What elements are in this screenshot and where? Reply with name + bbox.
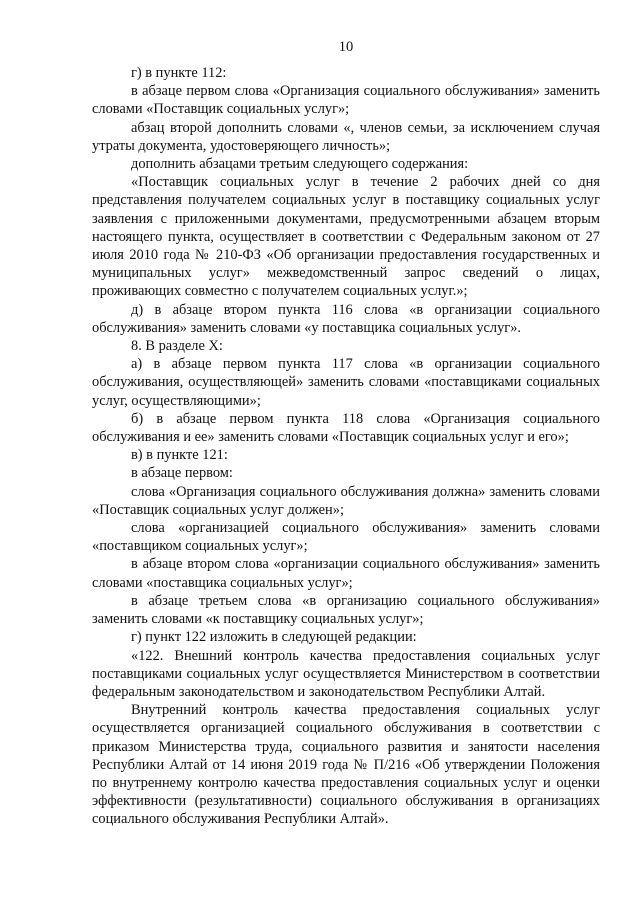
paragraph: г) в пункте 112: [131,65,227,81]
paragraph: слова «Организация социального обслуживания должна» заменить словами «Поставщик социальных услуг должен»; [92,483,600,518]
paragraph: а) в абзаце первом пункта 117 слова «в организации социального обслуживания, осуществляющей» заменить словами «поставщиками социальных услуг, осуществляющими»; [92,356,600,409]
paragraph: «Поставщик социальных услуг в течение 2 рабочих дней со дня представления получателем социальных услуг в поставщику социальных услуг заявления с приложенными документами, предусмотренными абзацем вторым настоящего пункта, осуществляет в соответствии с Федеральным законом от 27 июля 2010 года № 210-ФЗ «Об организации предоставления государственных и муниципальных услуг» межведомственный запрос сведений о лицах, проживающих совместно с получателем социальных услуг.»; [92,174,600,300]
paragraph: слова «организацией социального обслуживания» заменить словами «поставщиком социальных услуг»; [92,520,600,555]
paragraph: Внутренний контроль качества предоставления социальных услуг осуществляется организацией социального обслуживания в соответствии с приказом Министерства труда, социального развития и занятости населения Республики Алтай от 14 июня 2019 года № П/216 «Об утверждении Положения по внутреннему контролю качества предоставления социальных услуг и оценки эффективности (результативности) социального обслуживания в организациях социального обслуживания Республики Алтай». [92,702,600,828]
page-number: 10 [338,39,354,55]
paragraph: б) в абзаце первом пункта 118 слова «Организация социального обслуживания и ее» заменить словами «Поставщик социальных услуг и его»; [92,410,600,446]
paragraph: д) в абзаце втором пункта 116 слова «в организации социального обслуживания» заменить словами «у поставщика социальных услуг». [92,301,600,336]
paragraph: дополнить абзацами третьим следующего содержания: [131,156,469,173]
document-body [92,64,600,829]
paragraph: в абзаце первом: [131,465,233,482]
paragraph: в абзаце первом слова «Организация социального обслуживания» заменить словами «Поставщик социальных услуг»; [92,83,600,118]
paragraph: абзац второй дополнить словами «, членов семьи, за исключением случая утраты документа, удостоверяющего личность»; [92,119,600,154]
paragraph: «122. Внешний контроль качества предоставления социальных услуг поставщиками социальных услуг осуществляется Министерством в соответствии федеральным законодательством и законодательством Республики Алтай. [92,647,600,700]
paragraph: г) пункт 122 изложить в следующей редакции: [131,629,417,646]
paragraph: в абзаце третьем слова «в организацию социального обслуживания» заменить словами «к поставщику социальных услуг»; [92,592,600,628]
paragraph: в абзаце втором слова «организации социального обслуживания» заменить словами «поставщика социальных услуг»; [92,556,600,591]
paragraph: в) в пункте 121: [131,447,228,464]
paragraph: 8. В разделе X: [131,338,223,355]
